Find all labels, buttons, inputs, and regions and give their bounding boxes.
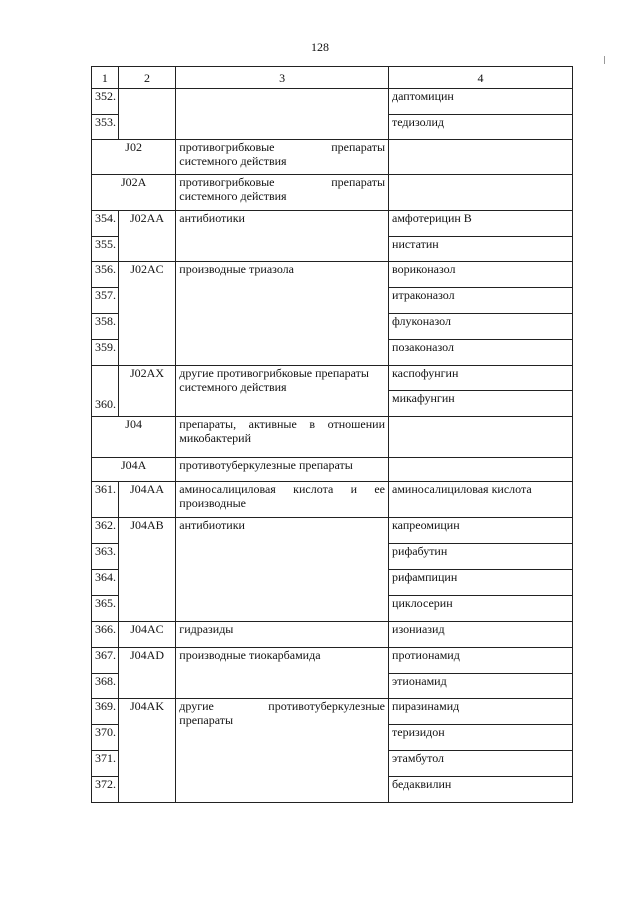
row-number: 360. <box>92 366 119 417</box>
desc-line: другие противотуберкулезные <box>179 699 386 713</box>
drug-name: протионамид <box>389 648 573 674</box>
drug-name: даптомицин <box>389 89 573 115</box>
column-header: 4 <box>389 67 573 89</box>
page-number: 128 <box>311 40 329 54</box>
atc-desc <box>176 366 389 417</box>
row-number: 357. <box>92 288 119 314</box>
row-number: 354. <box>92 211 119 237</box>
row-number: 356. <box>92 262 119 288</box>
desc-line: системного действия <box>179 189 287 203</box>
row-number: 367. <box>92 648 119 674</box>
atc-desc: производные триазола <box>176 262 389 366</box>
desc-line: препараты, активные в отношении <box>179 417 386 431</box>
group-code: J04 <box>92 417 176 458</box>
group-code: J02 <box>92 140 176 175</box>
drug-cell-empty <box>389 175 573 211</box>
atc-desc: гидразиды <box>176 622 389 648</box>
group-desc: противотуберкулезные препараты <box>176 458 389 482</box>
desc-line: противогрибковые препараты <box>179 140 386 154</box>
group-desc <box>176 175 389 211</box>
table-row <box>92 482 573 518</box>
drug-cell-empty <box>389 417 573 458</box>
drug-name: изониазид <box>389 622 573 648</box>
row-number: 355. <box>92 237 119 262</box>
atc-desc <box>176 699 389 803</box>
row-number: 365. <box>92 596 119 622</box>
desc-line: производные <box>179 496 247 510</box>
group-desc <box>176 140 389 175</box>
drug-name: амфотерицин В <box>389 211 573 237</box>
desc-line: аминосалициловая кислота и ее <box>179 482 386 496</box>
drug-name: нистатин <box>389 237 573 262</box>
atc-desc <box>176 482 389 518</box>
drug-name: флуконазол <box>389 314 573 340</box>
edge-mark <box>604 56 605 64</box>
group-row <box>92 458 573 482</box>
atc-desc: антибиотики <box>176 518 389 622</box>
atc-desc: антибиотики <box>176 211 389 262</box>
table-row <box>92 89 573 115</box>
row-number: 361. <box>92 482 119 518</box>
desc-line: системного действия <box>179 380 287 394</box>
drug-name: циклосерин <box>389 596 573 622</box>
atc-code: J02AA <box>118 211 176 262</box>
table-header-row <box>92 67 573 89</box>
code-cell <box>118 89 176 140</box>
row-number: 366. <box>92 622 119 648</box>
drug-table <box>91 66 573 803</box>
drug-name: теризидон <box>389 725 573 751</box>
table-row <box>92 262 573 288</box>
row-number: 371. <box>92 751 119 777</box>
atc-code: J04AC <box>118 622 176 648</box>
row-number: 372. <box>92 777 119 803</box>
atc-code: J02AX <box>118 366 176 417</box>
desc-line: системного действия <box>179 154 287 168</box>
drug-name: пиразинамид <box>389 699 573 725</box>
drug-name: этионамид <box>389 674 573 699</box>
row-number: 364. <box>92 570 119 596</box>
atc-code: J04AA <box>118 482 176 518</box>
desc-cell <box>176 89 389 140</box>
row-number: 370. <box>92 725 119 751</box>
table-row <box>92 211 573 237</box>
drug-cell-empty <box>389 458 573 482</box>
group-code: J04A <box>92 458 176 482</box>
drug-name: тедизолид <box>389 115 573 140</box>
drug-name: этамбутол <box>389 751 573 777</box>
table-row <box>92 366 573 391</box>
row-number: 359. <box>92 340 119 366</box>
row-number: 369. <box>92 699 119 725</box>
atc-code: J02AC <box>118 262 176 366</box>
table-row <box>92 622 573 648</box>
row-number: 368. <box>92 674 119 699</box>
table-row <box>92 699 573 725</box>
group-row <box>92 140 573 175</box>
table-row <box>92 648 573 674</box>
drug-name: позаконазол <box>389 340 573 366</box>
drug-name: рифабутин <box>389 544 573 570</box>
group-row <box>92 175 573 211</box>
drug-cell-empty <box>389 140 573 175</box>
desc-line: микобактерий <box>179 431 252 445</box>
row-number: 362. <box>92 518 119 544</box>
desc-line: другие противогрибковые препараты <box>179 366 369 380</box>
group-row <box>92 417 573 458</box>
atc-desc: производные тиокарбамида <box>176 648 389 699</box>
table-row <box>92 518 573 544</box>
drug-name: микафунгин <box>389 391 573 417</box>
row-number: 363. <box>92 544 119 570</box>
desc-line: противогрибковые препараты <box>179 175 386 189</box>
drug-name: рифампицин <box>389 570 573 596</box>
atc-code: J04AK <box>118 699 176 803</box>
drug-name: аминосалициловая кислота <box>389 482 573 518</box>
drug-name: итраконазол <box>389 288 573 314</box>
column-header: 1 <box>92 67 119 89</box>
desc-line: препараты <box>179 713 234 727</box>
column-header: 3 <box>176 67 389 89</box>
column-header: 2 <box>118 67 176 89</box>
drug-name: бедаквилин <box>389 777 573 803</box>
drug-name: вориконазол <box>389 262 573 288</box>
group-code: J02A <box>92 175 176 211</box>
row-number: 353. <box>92 115 119 140</box>
atc-code: J04AB <box>118 518 176 622</box>
row-number: 352. <box>92 89 119 115</box>
row-number: 358. <box>92 314 119 340</box>
drug-name: каспофунгин <box>389 366 573 391</box>
drug-name: капреомицин <box>389 518 573 544</box>
group-desc <box>176 417 389 458</box>
atc-code: J04AD <box>118 648 176 699</box>
